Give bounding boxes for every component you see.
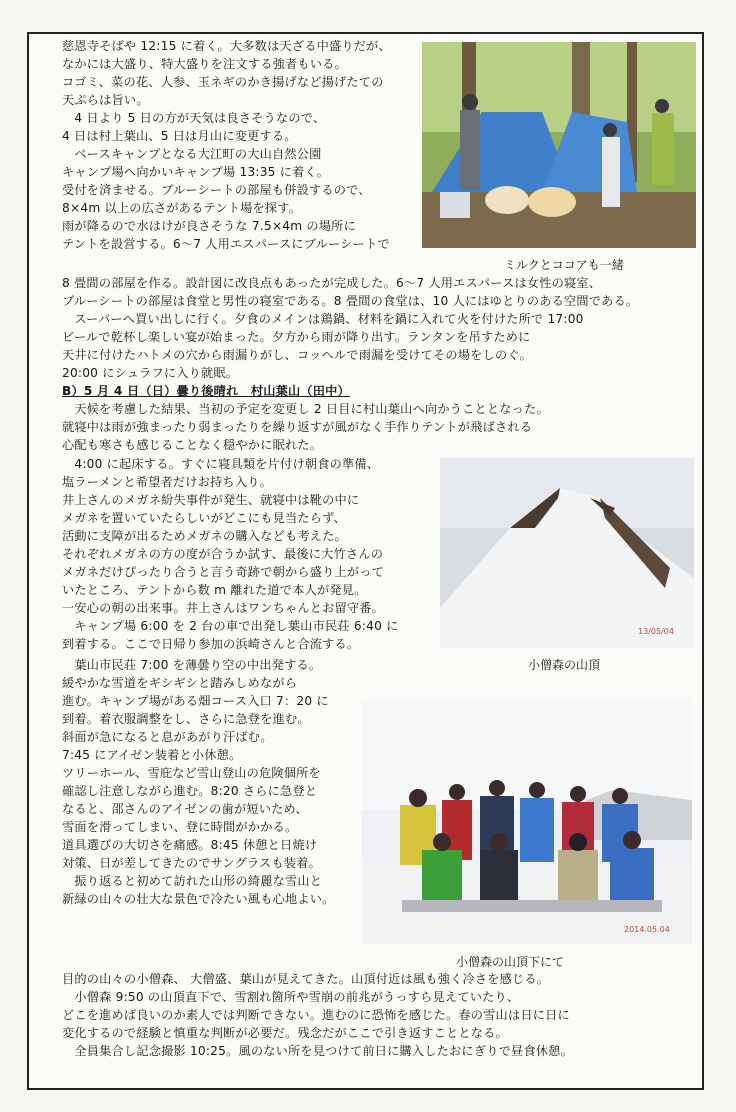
text-line: 新緑の山々の壮大な景色で冷たい風も心地よい。 <box>62 892 335 906</box>
text-line: スーパーへ買い出しに行く。夕食のメインは鶏鍋、材料を鍋に入れて火を付けた所で 17:00 <box>62 312 584 326</box>
text-line: 振り返ると初めて訪れた山形の綺麗な雪山と <box>62 874 323 888</box>
text-line: 井上さんのメガネ紛失事件が発生、就寝中は靴の中に <box>62 493 360 507</box>
text-line: それぞれメガネの方の度が合うか試す、最後に大竹さんの <box>62 547 384 561</box>
text-line: 天井に付けたハトメの穴から雨漏りがし、コッヘルで雨漏を受けてその場をしのぐ。 <box>62 348 532 362</box>
text-line: ビールで乾杯し楽しい宴が始まった。夕方から雨が降り出す。ランタンを吊すために <box>62 330 531 344</box>
text-line: 一安心の朝の出来事。井上さんはワンちゃんとお留守番。 <box>62 601 385 615</box>
text-line: 小僧森 9:50 の山頂直下で、雪割れ箇所や雪崩の前兆がうっすら見えていたり、 <box>62 990 520 1004</box>
text-line: 変化するので経験と慎重な判断が必要だ。残念だがここで引き返すこととなる。 <box>62 1026 508 1040</box>
text-line: 葉山市民荘 7:00 を薄曇り空の中出発する。 <box>62 658 322 672</box>
photo-date-stamp: 13/05/04 <box>638 627 674 636</box>
text-line: テントを設営する。6～7 人用エスパースにブルーシートで <box>62 237 390 251</box>
photo-group <box>362 700 692 944</box>
photo-summit <box>440 458 694 648</box>
text-line: 天ぷらは旨い。 <box>62 93 149 107</box>
text-line: なかには大盛り、特大盛りを注文する強者もいる。 <box>62 57 347 71</box>
text-line: 到着。着衣服調整をし、さらに急登を進む。 <box>62 712 310 726</box>
text-line: なると、邵さんのアイゼンの歯が短いため、 <box>62 802 308 816</box>
text-line: 天候を考慮した結果、当初の予定を変更し 2 日目に村山葉山へ向かうこととなった。 <box>62 402 549 416</box>
text-line: いたところ、テントから数 m 離れた道で本人が発見。 <box>62 583 367 597</box>
text-line: 受付を済ませる。ブルーシートの部屋も併設するので、 <box>62 183 371 197</box>
caption-photo-group: 小僧森の山頂下にて <box>456 955 565 969</box>
text-line: 慈恩寺そばや 12:15 に着く。大多数は天ざる中盛りだが、 <box>62 39 391 53</box>
text-line: 道具選びの大切さを痛感。8:45 休憩と日焼け <box>62 838 318 852</box>
text-line: 雨が降るので水はけが良さそうな 7.5×4m の場所に <box>62 219 356 233</box>
text-line: キャンプ場 6:00 を 2 台の車で出発し葉山市民荘 6:40 に <box>62 619 399 633</box>
text-line: 8×4m 以上の広さがあるテント場を探す。 <box>62 201 302 215</box>
text-line: 20:00 にシュラフに入り就眠。 <box>62 366 239 380</box>
text-line: 雪面を滑ってしまい、登に時間がかかる。 <box>62 820 298 834</box>
photo-camp-dogs <box>422 42 696 248</box>
text-line: 7:45 にアイゼン装着と小休憩。 <box>62 748 242 762</box>
text-line: ブルーシートの部屋は食堂と男性の寝室である。8 畳間の食堂は、10 人にはゆとりのある空間である。 <box>62 294 639 308</box>
text-line: 確認し注意しながら進む。8:20 さらに急登と <box>62 784 318 798</box>
text-line: 4:00 に起床する。すぐに寝具類を片付け朝食の準備、 <box>62 457 380 471</box>
text-line: 進む。キャンプ場がある畑コース入口 7：20 に <box>62 694 329 708</box>
text-line: キャンプ場へ向かいキャンプ場 13:35 に着く。 <box>62 165 330 179</box>
section-heading-b: B）5 月 4 日（日）曇り後晴れ 村山葉山（田中） <box>62 384 350 398</box>
text-line: 全員集合し記念撮影 10:25。風のない所を見つけて前日に購入したおにぎりで昼食休憩。 <box>62 1044 573 1058</box>
text-line: 8 畳間の部屋を作る。設計図に改良点もあったが完成した。6～7 人用エスパースは女性の寝室、 <box>62 276 602 290</box>
text-line: 就寝中は雨が強まったり弱まったりを繰り返すが風がなく手作りテントが飛ばされる <box>62 420 533 434</box>
text-line: 斜面が急になると息があがり汗ばむ。 <box>62 730 273 744</box>
text-line: 目的の山々の小僧森、 大僧盛、葉山が見えてきた。山頂付近は風も強く冷さを感じる。 <box>62 972 550 986</box>
caption-photo-camp: ミルクとココアも一緒 <box>504 258 624 272</box>
text-line: 塩ラーメンと希望者だけお持ち入り。 <box>62 475 272 489</box>
text-line: 4 日は村上葉山、5 日は月山に変更する。 <box>62 129 297 143</box>
text-line: 対策、日が差してきたのでサングラスも装着。 <box>62 856 321 870</box>
text-line: 活動に支障が出るためメガネの購入なども考えた。 <box>62 529 347 543</box>
text-line: コゴミ、菜の花、人参、玉ネギのかき揚げなど揚げたての <box>62 75 384 89</box>
text-line: 4 日より 5 日の方が天気は良さそうなので、 <box>62 111 326 125</box>
text-line: 緩やかな雪道をギシギシと踏みしめながら <box>62 676 298 690</box>
text-line: ツリーホール、雪庇など雪山登山の危険個所を <box>62 766 321 780</box>
caption-photo-summit: 小僧森の山頂 <box>528 658 601 672</box>
text-line: メガネを置いていたらしいがどこにも見当たらず、 <box>62 511 346 525</box>
text-line: どこを進めば良いのか素人では判断できない。進むのに恐怖を感じた。春の雪山は日に日に <box>62 1008 570 1022</box>
text-line: 心配も寒さも感じることなく穏やかに眠れた。 <box>62 438 323 452</box>
text-line: 到着する。ここで日帰り参加の浜崎さんと合流する。 <box>62 637 360 651</box>
photo-date-stamp: 2014.05.04 <box>624 925 670 934</box>
text-line: ベースキャンプとなる大江町の大山自然公園 <box>62 147 322 161</box>
text-line: メガネだけぴったり合うと言う奇跡で朝から盛り上がって <box>62 565 385 579</box>
